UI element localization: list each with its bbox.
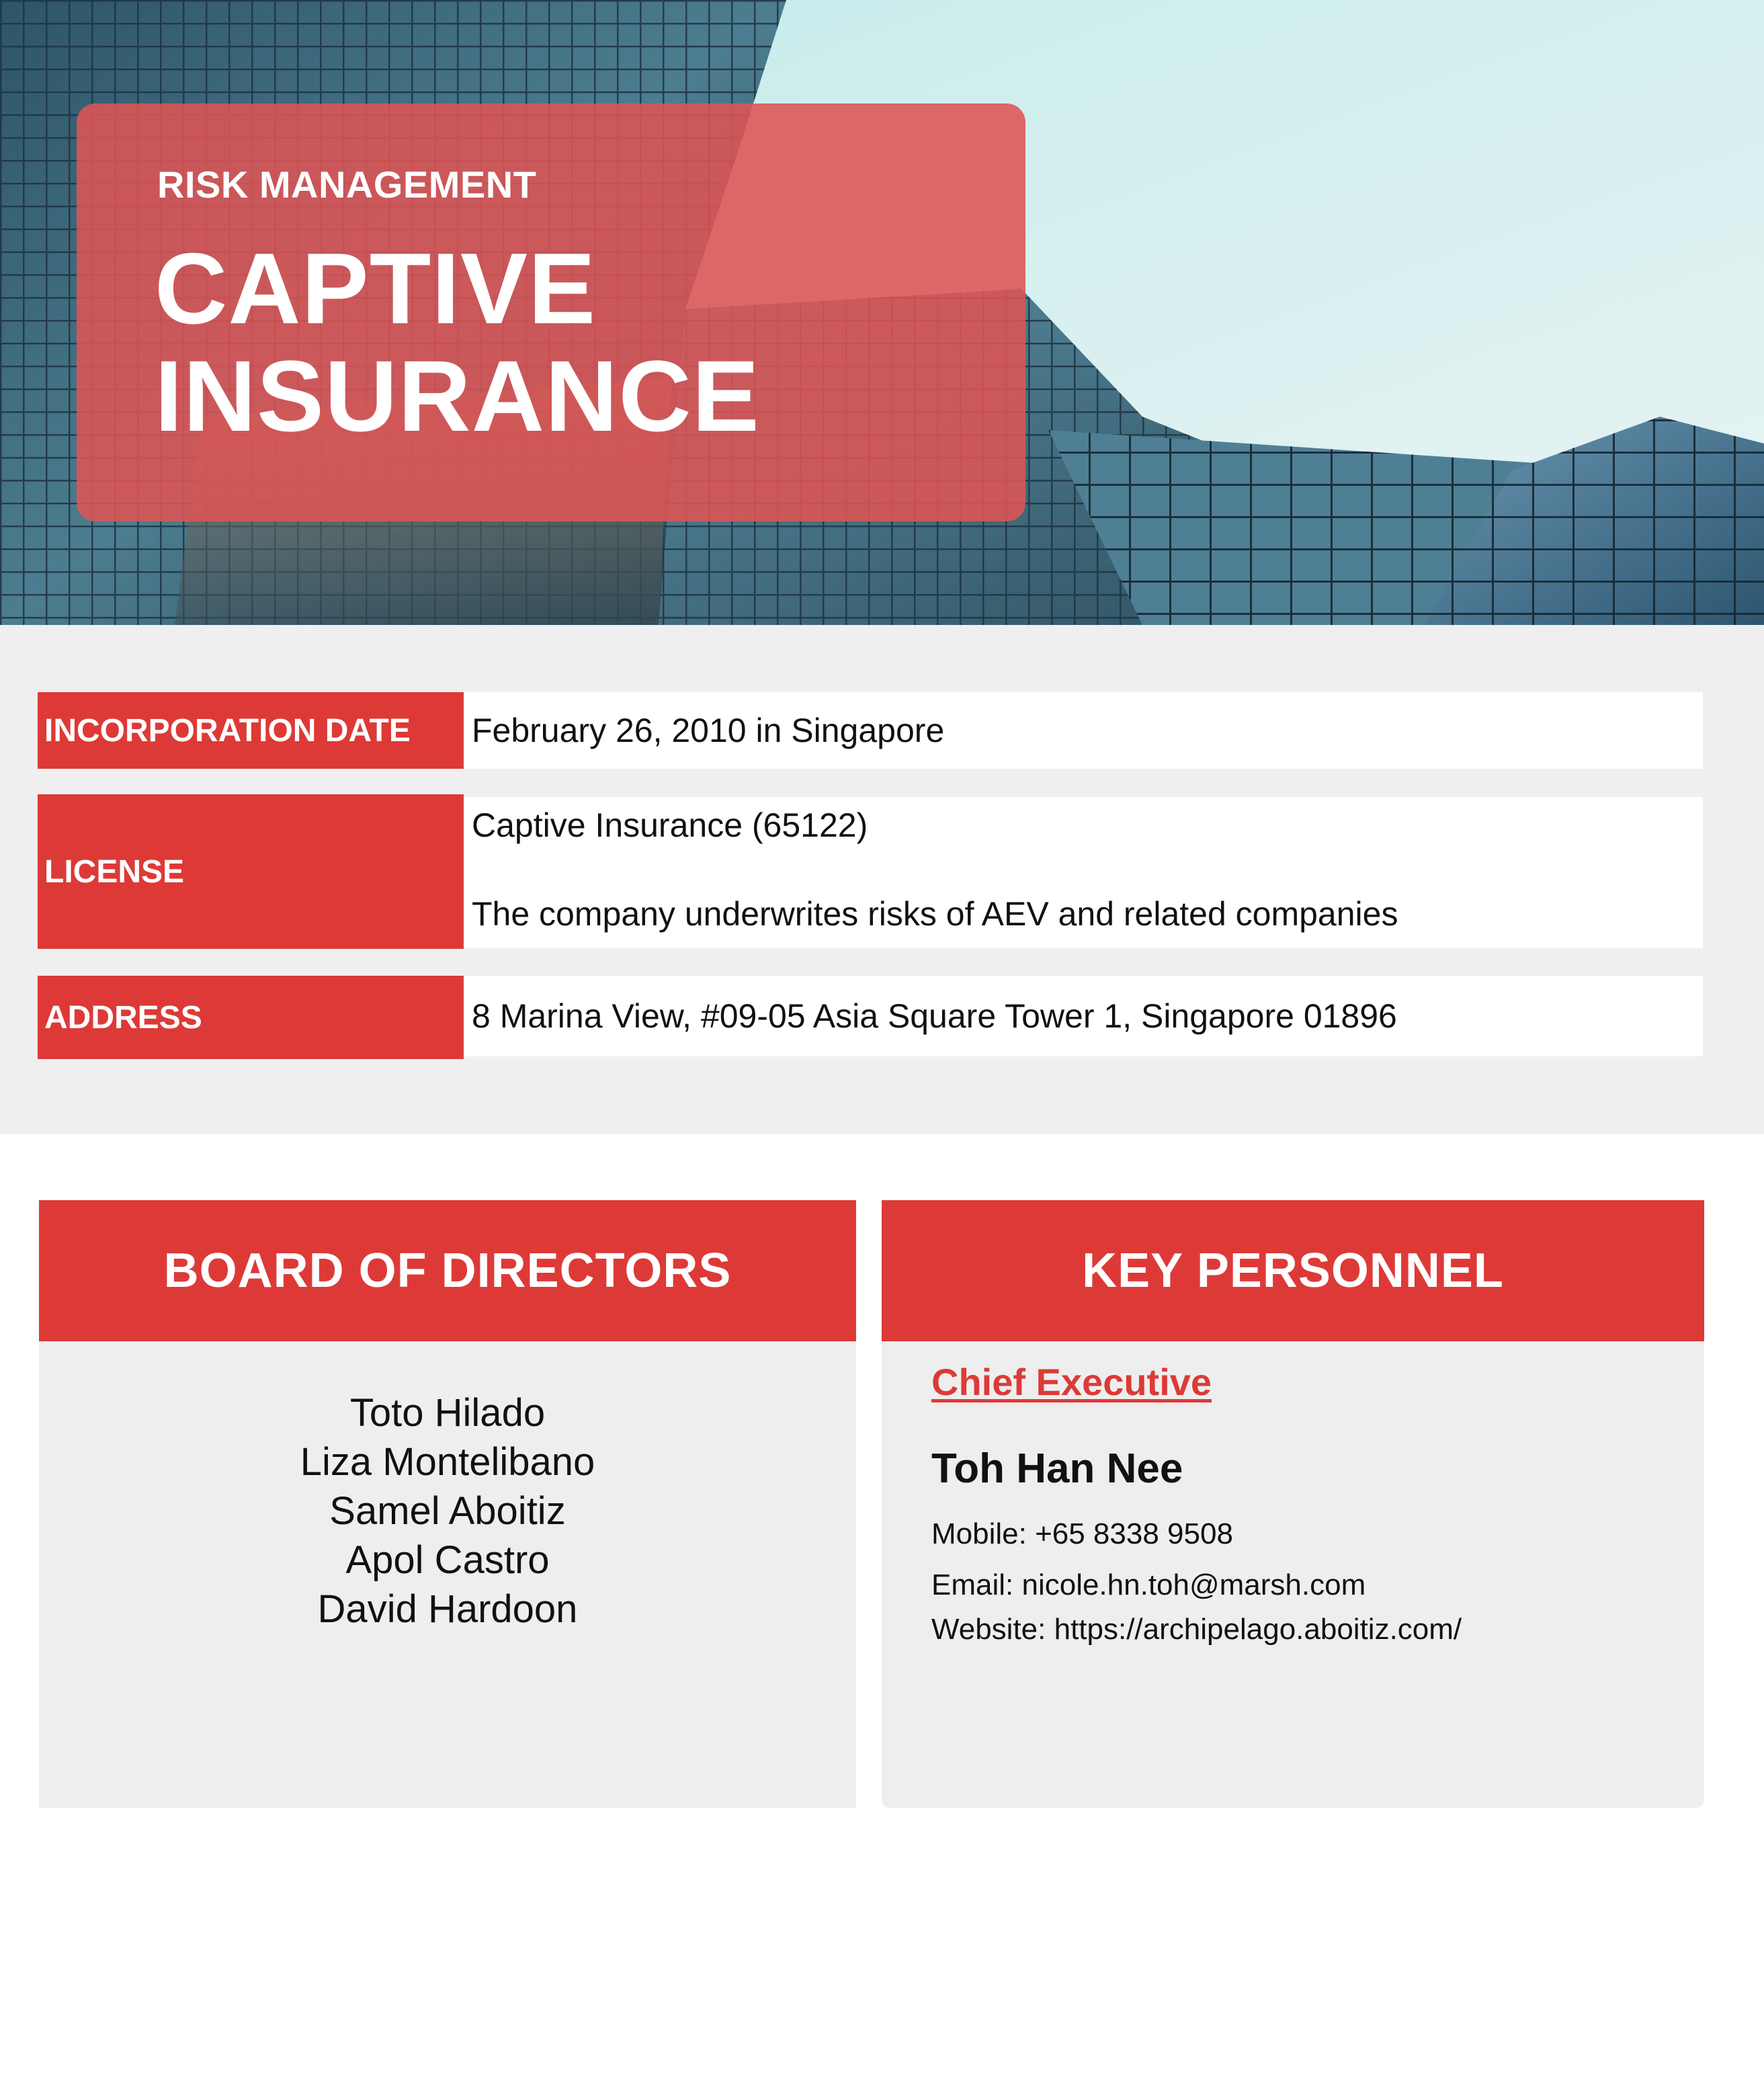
hero-banner	[0, 0, 1764, 625]
contact-email: Email: nicole.hn.toh@marsh.com	[931, 1568, 1366, 1601]
license-code: Captive Insurance (65122)	[472, 806, 868, 844]
license-description: The company underwrites risks of AEV and related companies	[472, 895, 1398, 933]
info-label: LICENSE	[38, 794, 464, 949]
page-title	[155, 232, 760, 452]
info-value: February 26, 2010 in Singapore	[464, 692, 1703, 769]
director-name: Samel Aboitiz	[329, 1489, 566, 1533]
page-title-line-2: INSURANCE	[155, 339, 760, 452]
person-name: Toh Han Nee	[931, 1445, 1183, 1492]
role-title: Chief Executive	[931, 1361, 1212, 1403]
board-heading: BOARD OF DIRECTORS	[39, 1200, 856, 1341]
director-name: Liza Montelibano	[300, 1440, 595, 1484]
directors-list	[39, 1388, 856, 1634]
info-label: INCORPORATION DATE	[38, 692, 464, 769]
contact-website: Website: https://archipelago.aboitiz.com/	[931, 1613, 1462, 1646]
info-value: 8 Marina View, #09-05 Asia Square Tower 1, Singapore 01896	[464, 976, 1703, 1056]
director-name: Toto Hilado	[349, 1391, 546, 1435]
hero-title-card	[77, 103, 1025, 521]
director-name: David Hardoon	[317, 1587, 578, 1631]
info-label: ADDRESS	[38, 976, 464, 1059]
info-value	[464, 797, 1703, 948]
key-personnel-heading: KEY PERSONNEL	[882, 1200, 1704, 1341]
info-row-address	[38, 976, 1703, 1059]
board-body	[39, 1341, 856, 1808]
info-row-incorporation	[38, 692, 1703, 769]
key-personnel-body	[882, 1341, 1704, 1808]
director-name: Apol Castro	[345, 1538, 550, 1582]
contact-mobile: Mobile: +65 8338 9508	[931, 1517, 1233, 1550]
page-title-line-1: CAPTIVE	[155, 232, 597, 345]
hero-eyebrow: RISK MANAGEMENT	[157, 163, 537, 206]
info-row-license	[38, 794, 1703, 949]
